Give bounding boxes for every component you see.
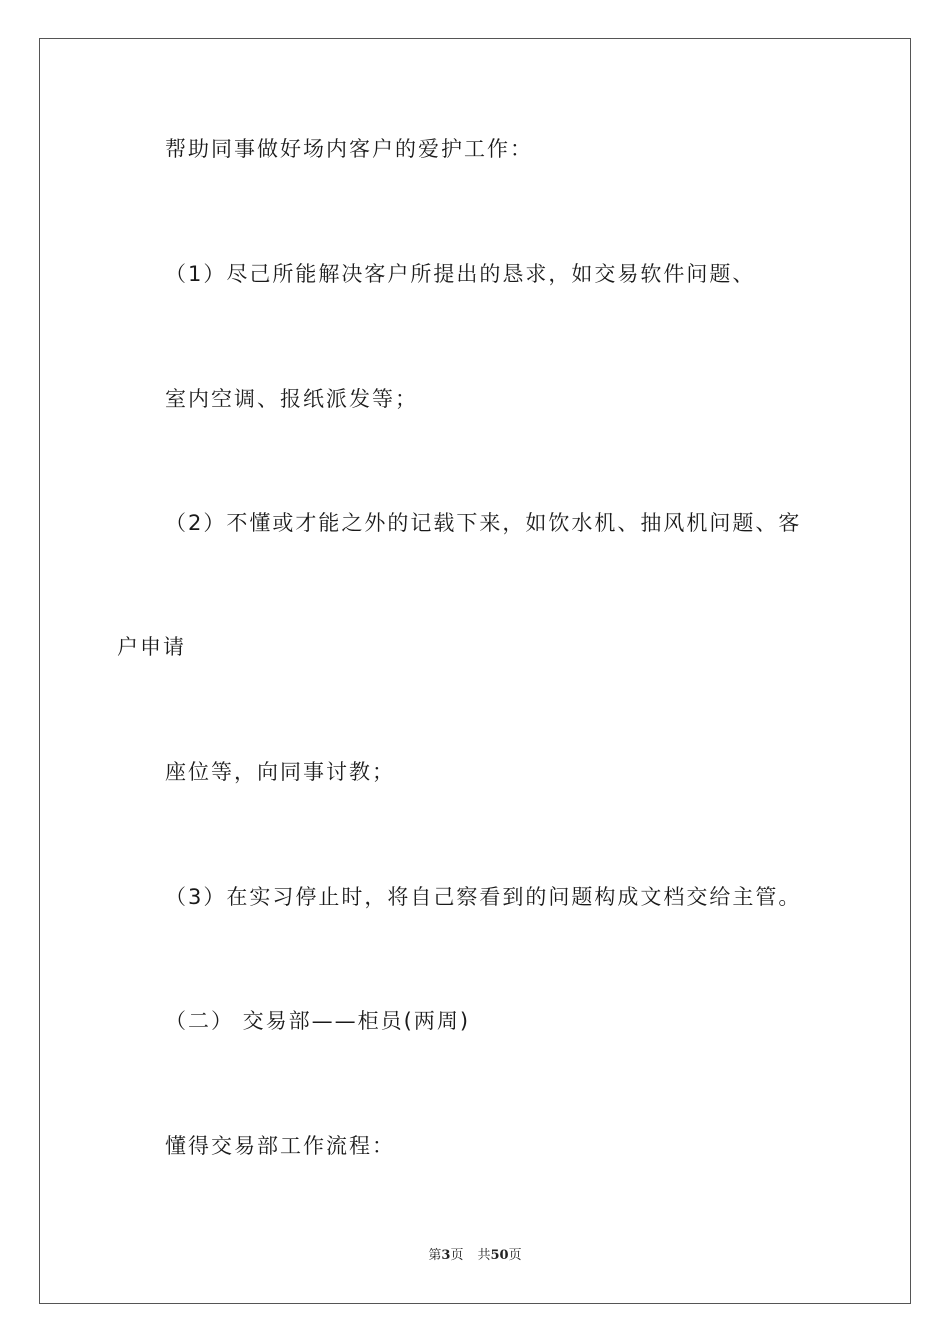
body-text-line: 户申请 [117, 635, 186, 659]
page-suffix: 页 [450, 1248, 464, 1263]
page-footer [0, 1249, 950, 1262]
page-border [39, 38, 911, 1304]
body-text-line: 座位等，向同事讨教； [165, 760, 395, 784]
section-heading: （二） 交易部——柜员(两周) [165, 1009, 471, 1033]
body-text-line: （1）尽己所能解决客户所提出的恳求，如交易软件问题、 [165, 262, 756, 286]
body-text-line: 室内空调、报纸派发等； [165, 387, 418, 411]
total-pages: 50 [490, 1248, 509, 1263]
page-prefix: 第 [428, 1248, 442, 1263]
body-text-line: （2）不懂或才能之外的记载下来，如饮水机、抽风机问题、客 [165, 511, 802, 535]
total-prefix: 共 [477, 1248, 491, 1263]
body-text-line: 帮助同事做好场内客户的爱护工作： [165, 137, 533, 161]
body-text-line: （3）在实习停止时，将自己察看到的问题构成文档交给主管。 [165, 885, 802, 909]
total-suffix: 页 [508, 1248, 522, 1263]
body-text-line: 懂得交易部工作流程： [165, 1134, 395, 1158]
page-number: 3 [441, 1248, 451, 1263]
